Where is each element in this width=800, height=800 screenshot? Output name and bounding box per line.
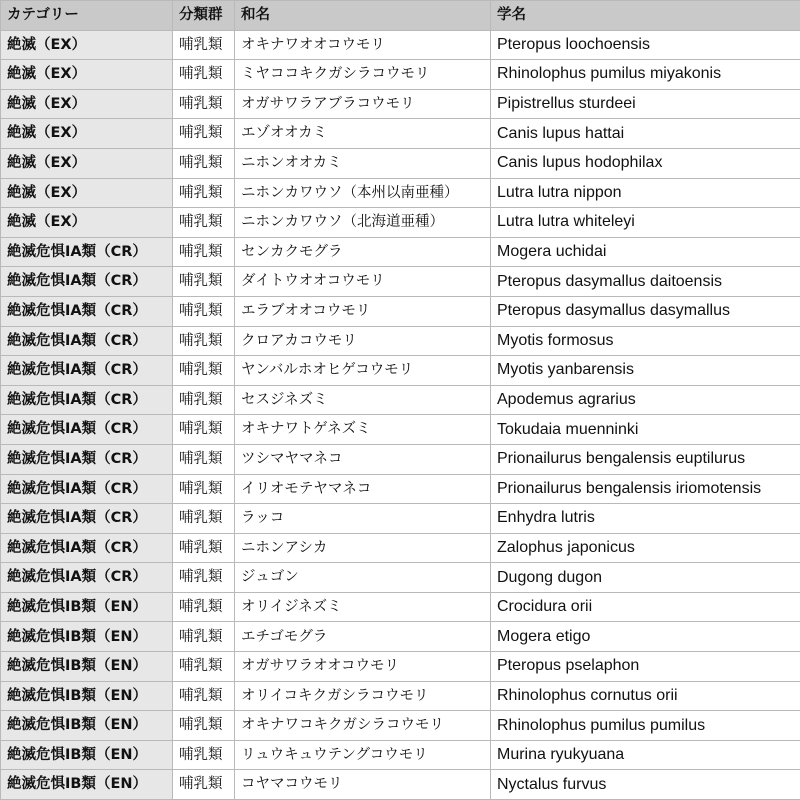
table-row [1, 533, 800, 563]
cell-scientific-name: Pteropus dasymallus dasymallus [491, 296, 800, 326]
cell-scientific-name: Rhinolophus pumilus pumilus [491, 711, 800, 741]
table-body [1, 30, 800, 799]
cell-japanese-name: セスジネズミ [235, 385, 491, 415]
cell-category: 絶滅危惧IA類（CR） [1, 326, 173, 356]
cell-scientific-name: Zalophus japonicus [491, 533, 800, 563]
cell-japanese-name: ダイトウオオコウモリ [235, 267, 491, 297]
cell-taxon-group: 哺乳類 [173, 60, 235, 90]
cell-japanese-name: オガサワラオオコウモリ [235, 652, 491, 682]
cell-japanese-name: エチゴモグラ [235, 622, 491, 652]
cell-japanese-name: ニホンオオカミ [235, 148, 491, 178]
cell-taxon-group: 哺乳類 [173, 740, 235, 770]
cell-taxon-group: 哺乳類 [173, 681, 235, 711]
cell-category: 絶滅危惧IA類（CR） [1, 296, 173, 326]
cell-category: 絶滅危惧IA類（CR） [1, 267, 173, 297]
table-row [1, 681, 800, 711]
cell-category: 絶滅危惧IA類（CR） [1, 356, 173, 386]
cell-taxon-group: 哺乳類 [173, 592, 235, 622]
cell-category: 絶滅危惧IB類（EN） [1, 681, 173, 711]
table-row [1, 770, 800, 800]
cell-taxon-group: 哺乳類 [173, 178, 235, 208]
table-row [1, 444, 800, 474]
cell-scientific-name: Pteropus loochoensis [491, 30, 800, 60]
table-row [1, 296, 800, 326]
header-category: カテゴリー [1, 1, 173, 31]
cell-scientific-name: Lutra lutra whiteleyi [491, 208, 800, 238]
cell-japanese-name: イリオモテヤマネコ [235, 474, 491, 504]
cell-scientific-name: Pteropus pselaphon [491, 652, 800, 682]
table-row [1, 208, 800, 238]
table-row [1, 740, 800, 770]
table-row [1, 563, 800, 593]
cell-taxon-group: 哺乳類 [173, 296, 235, 326]
cell-scientific-name: Pipistrellus sturdeei [491, 89, 800, 119]
cell-taxon-group: 哺乳類 [173, 415, 235, 445]
cell-japanese-name: センカクモグラ [235, 237, 491, 267]
table-header [1, 1, 800, 31]
cell-category: 絶滅危惧IA類（CR） [1, 474, 173, 504]
cell-scientific-name: Myotis yanbarensis [491, 356, 800, 386]
cell-category: 絶滅危惧IB類（EN） [1, 652, 173, 682]
cell-taxon-group: 哺乳類 [173, 652, 235, 682]
table-row [1, 119, 800, 149]
cell-japanese-name: オキナワトゲネズミ [235, 415, 491, 445]
cell-category: 絶滅危惧IA類（CR） [1, 504, 173, 534]
table-row [1, 652, 800, 682]
cell-japanese-name: オリイコキクガシラコウモリ [235, 681, 491, 711]
cell-taxon-group: 哺乳類 [173, 504, 235, 534]
table-row [1, 504, 800, 534]
header-row [1, 1, 800, 31]
cell-taxon-group: 哺乳類 [173, 474, 235, 504]
cell-japanese-name: ツシマヤマネコ [235, 444, 491, 474]
cell-taxon-group: 哺乳類 [173, 444, 235, 474]
cell-taxon-group: 哺乳類 [173, 267, 235, 297]
cell-japanese-name: リュウキュウテングコウモリ [235, 740, 491, 770]
table-row [1, 148, 800, 178]
cell-category: 絶滅危惧IB類（EN） [1, 592, 173, 622]
cell-scientific-name: Canis lupus hodophilax [491, 148, 800, 178]
cell-japanese-name: ヤンバルホオヒゲコウモリ [235, 356, 491, 386]
cell-taxon-group: 哺乳類 [173, 119, 235, 149]
header-japanese-name: 和名 [235, 1, 491, 31]
cell-category: 絶滅危惧IA類（CR） [1, 415, 173, 445]
table-row [1, 326, 800, 356]
cell-japanese-name: オキナワコキクガシラコウモリ [235, 711, 491, 741]
cell-category: 絶滅（EX） [1, 178, 173, 208]
cell-category: 絶滅危惧IB類（EN） [1, 740, 173, 770]
cell-japanese-name: オガサワラアブラコウモリ [235, 89, 491, 119]
table-row [1, 592, 800, 622]
cell-category: 絶滅危惧IA類（CR） [1, 444, 173, 474]
cell-category: 絶滅危惧IA類（CR） [1, 385, 173, 415]
cell-taxon-group: 哺乳類 [173, 148, 235, 178]
cell-scientific-name: Canis lupus hattai [491, 119, 800, 149]
cell-taxon-group: 哺乳類 [173, 533, 235, 563]
cell-taxon-group: 哺乳類 [173, 30, 235, 60]
cell-japanese-name: コヤマコウモリ [235, 770, 491, 800]
cell-scientific-name: Lutra lutra nippon [491, 178, 800, 208]
cell-scientific-name: Mogera etigo [491, 622, 800, 652]
cell-taxon-group: 哺乳類 [173, 563, 235, 593]
table-row [1, 415, 800, 445]
cell-japanese-name: ニホンアシカ [235, 533, 491, 563]
cell-taxon-group: 哺乳類 [173, 208, 235, 238]
cell-category: 絶滅危惧IB類（EN） [1, 622, 173, 652]
cell-category: 絶滅危惧IA類（CR） [1, 563, 173, 593]
cell-japanese-name: ラッコ [235, 504, 491, 534]
cell-category: 絶滅（EX） [1, 119, 173, 149]
cell-scientific-name: Dugong dugon [491, 563, 800, 593]
cell-category: 絶滅危惧IB類（EN） [1, 770, 173, 800]
cell-japanese-name: クロアカコウモリ [235, 326, 491, 356]
cell-japanese-name: ジュゴン [235, 563, 491, 593]
table-row [1, 385, 800, 415]
cell-category: 絶滅危惧IA類（CR） [1, 237, 173, 267]
cell-scientific-name: Mogera uchidai [491, 237, 800, 267]
table-row [1, 711, 800, 741]
cell-category: 絶滅（EX） [1, 208, 173, 238]
cell-taxon-group: 哺乳類 [173, 385, 235, 415]
cell-scientific-name: Prionailurus bengalensis iriomotensis [491, 474, 800, 504]
table-row [1, 267, 800, 297]
cell-scientific-name: Myotis formosus [491, 326, 800, 356]
cell-category: 絶滅（EX） [1, 148, 173, 178]
cell-scientific-name: Murina ryukyuana [491, 740, 800, 770]
cell-scientific-name: Rhinolophus pumilus miyakonis [491, 60, 800, 90]
table-row [1, 356, 800, 386]
cell-taxon-group: 哺乳類 [173, 326, 235, 356]
cell-japanese-name: ミヤココキクガシラコウモリ [235, 60, 491, 90]
cell-category: 絶滅危惧IB類（EN） [1, 711, 173, 741]
cell-scientific-name: Apodemus agrarius [491, 385, 800, 415]
cell-category: 絶滅危惧IA類（CR） [1, 533, 173, 563]
table-row [1, 178, 800, 208]
header-taxon-group: 分類群 [173, 1, 235, 31]
cell-scientific-name: Rhinolophus cornutus orii [491, 681, 800, 711]
cell-taxon-group: 哺乳類 [173, 356, 235, 386]
cell-japanese-name: エラブオオコウモリ [235, 296, 491, 326]
cell-taxon-group: 哺乳類 [173, 622, 235, 652]
cell-scientific-name: Prionailurus bengalensis euptilurus [491, 444, 800, 474]
cell-scientific-name: Tokudaia muenninki [491, 415, 800, 445]
table-row [1, 237, 800, 267]
cell-japanese-name: エゾオオカミ [235, 119, 491, 149]
cell-scientific-name: Pteropus dasymallus daitoensis [491, 267, 800, 297]
cell-category: 絶滅（EX） [1, 30, 173, 60]
cell-category: 絶滅（EX） [1, 60, 173, 90]
cell-taxon-group: 哺乳類 [173, 237, 235, 267]
cell-japanese-name: オリイジネズミ [235, 592, 491, 622]
header-scientific-name: 学名 [491, 1, 800, 31]
table-row [1, 89, 800, 119]
cell-scientific-name: Nyctalus furvus [491, 770, 800, 800]
table-row [1, 30, 800, 60]
table-row [1, 474, 800, 504]
cell-taxon-group: 哺乳類 [173, 89, 235, 119]
cell-japanese-name: ニホンカワウソ（本州以南亜種） [235, 178, 491, 208]
cell-scientific-name: Enhydra lutris [491, 504, 800, 534]
cell-taxon-group: 哺乳類 [173, 711, 235, 741]
cell-japanese-name: オキナワオオコウモリ [235, 30, 491, 60]
cell-japanese-name: ニホンカワウソ（北海道亜種） [235, 208, 491, 238]
table-row [1, 60, 800, 90]
cell-taxon-group: 哺乳類 [173, 770, 235, 800]
cell-scientific-name: Crocidura orii [491, 592, 800, 622]
cell-category: 絶滅（EX） [1, 89, 173, 119]
table-row [1, 622, 800, 652]
